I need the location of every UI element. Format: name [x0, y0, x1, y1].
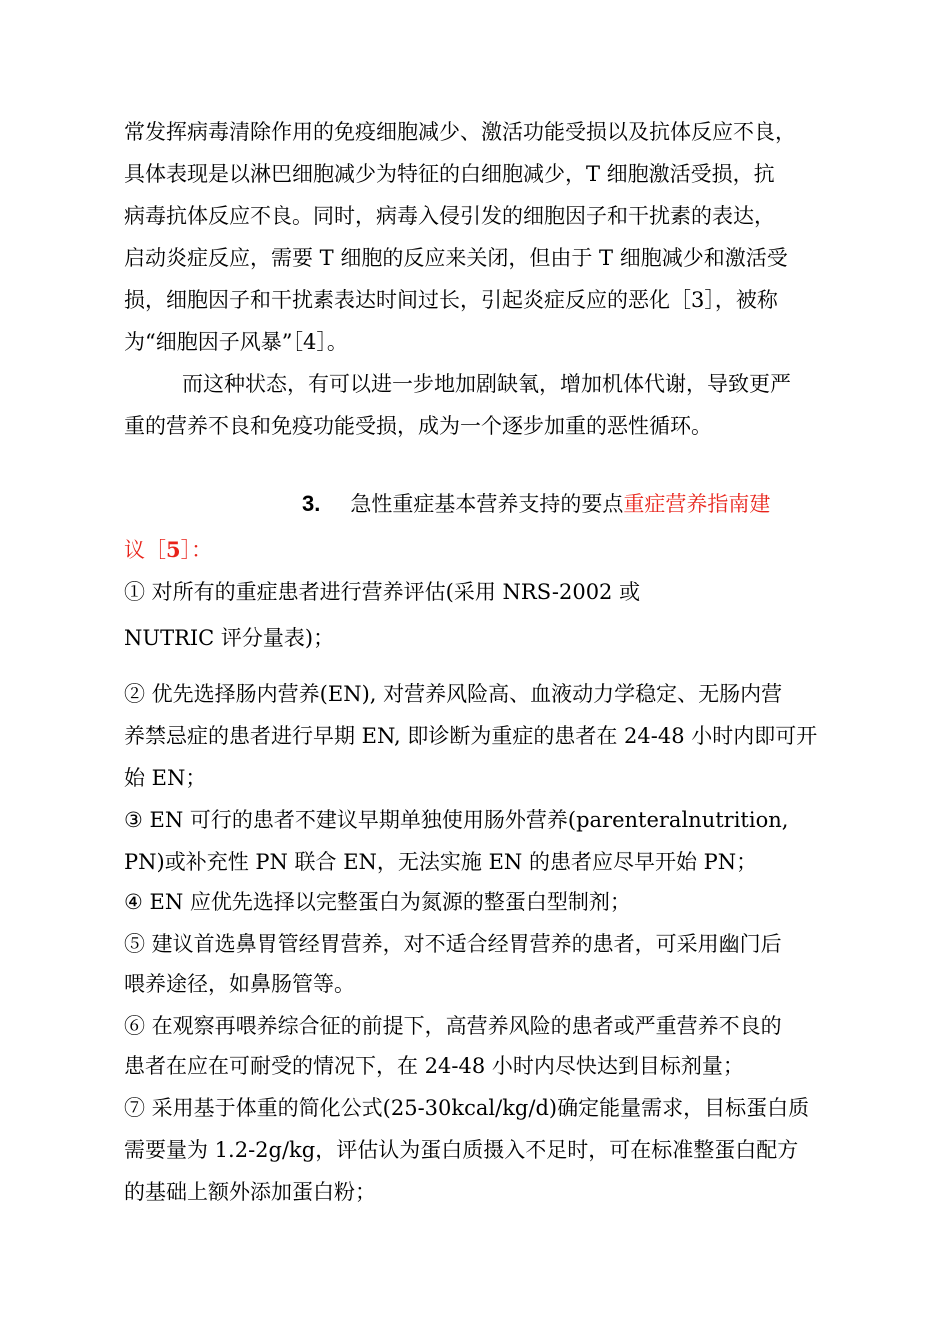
item-7-line-2: 需要量为 1.2-2g/kg，评估认为蛋白质摄入不足时，可在标准整蛋白配方 — [124, 1138, 799, 1162]
item-7-line-1: ⑦ 采用基于体重的简化公式(25-30kcal/kg/d)确定能量需求，目标蛋白质 — [124, 1096, 810, 1120]
guideline-text-cont: 议［ — [124, 538, 166, 562]
para2-line-1: 而这种状态，有可以进一步地加剧缺氧，增加机体代谢，导致更严 — [182, 372, 791, 396]
section-title: 急性重症基本营养支持的要点 — [350, 492, 624, 516]
item-6-line-2: 患者在应在可耐受的情况下，在 24-48 小时内尽快达到目标剂量； — [124, 1054, 744, 1078]
section-number: 3. — [302, 491, 321, 516]
para2-line-2: 重的营养不良和免疫功能受损，成为一个逐步加重的恶性循环。 — [124, 414, 712, 438]
item-2-line-1: ② 优先选择肠内营养(EN), 对营养风险高、血液动力学稳定、无肠内营 — [124, 682, 783, 706]
section-heading — [302, 490, 770, 518]
item-2-line-3: 始 EN； — [124, 766, 207, 790]
item-4-line-1: ④ EN 应优先选择以完整蛋白为氮源的整蛋白型制剂； — [124, 890, 631, 914]
intro-line-2: 具体表现是以淋巴细胞减少为特征的白细胞减少，T 细胞激活受损，抗 — [124, 162, 775, 186]
section-heading-cont — [124, 536, 212, 564]
guideline-ref: 5 — [166, 537, 181, 562]
item-2-line-2: 养禁忌症的患者进行早期 EN, 即诊断为重症的患者在 24-48 小时内即可开 — [124, 724, 818, 748]
item-3-line-2: PN)或补充性 PN 联合 EN，无法实施 EN 的患者应尽早开始 PN； — [124, 850, 758, 874]
item-1-line-2: NUTRIC 评分量表)； — [124, 626, 335, 650]
intro-line-6: 为“细胞因子风暴”［4］。 — [124, 330, 348, 354]
item-3-line-1: ③ EN 可行的患者不建议早期单独使用肠外营养(parenteralnutrition, — [124, 808, 789, 832]
item-7-line-3: 的基础上额外添加蛋白粉； — [124, 1180, 376, 1204]
intro-line-5: 损，细胞因子和干扰素表达时间过长，引起炎症反应的恶化［3］，被称 — [124, 288, 778, 312]
guideline-text-end: ］： — [180, 538, 213, 562]
item-5-line-1: ⑤ 建议首选鼻胃管经胃营养，对不适合经胃营养的患者，可采用幽门后 — [124, 932, 782, 956]
intro-line-1: 常发挥病毒清除作用的免疫细胞减少、激活功能受损以及抗体反应不良， — [124, 120, 796, 144]
intro-line-3: 病毒抗体反应不良。同时，病毒入侵引发的细胞因子和干扰素的表达， — [124, 204, 775, 228]
intro-line-4: 启动炎症反应，需要 T 细胞的反应来关闭，但由于 T 细胞减少和激活受 — [124, 246, 788, 270]
guideline-link-text: 重症营养指南建 — [623, 492, 771, 516]
item-1-line-1: ① 对所有的重症患者进行营养评估(采用 NRS-2002 或 — [124, 580, 641, 604]
item-6-line-1: ⑥ 在观察再喂养综合征的前提下，高营养风险的患者或严重营养不良的 — [124, 1014, 782, 1038]
item-5-line-2: 喂养途径，如鼻肠管等。 — [124, 972, 355, 996]
